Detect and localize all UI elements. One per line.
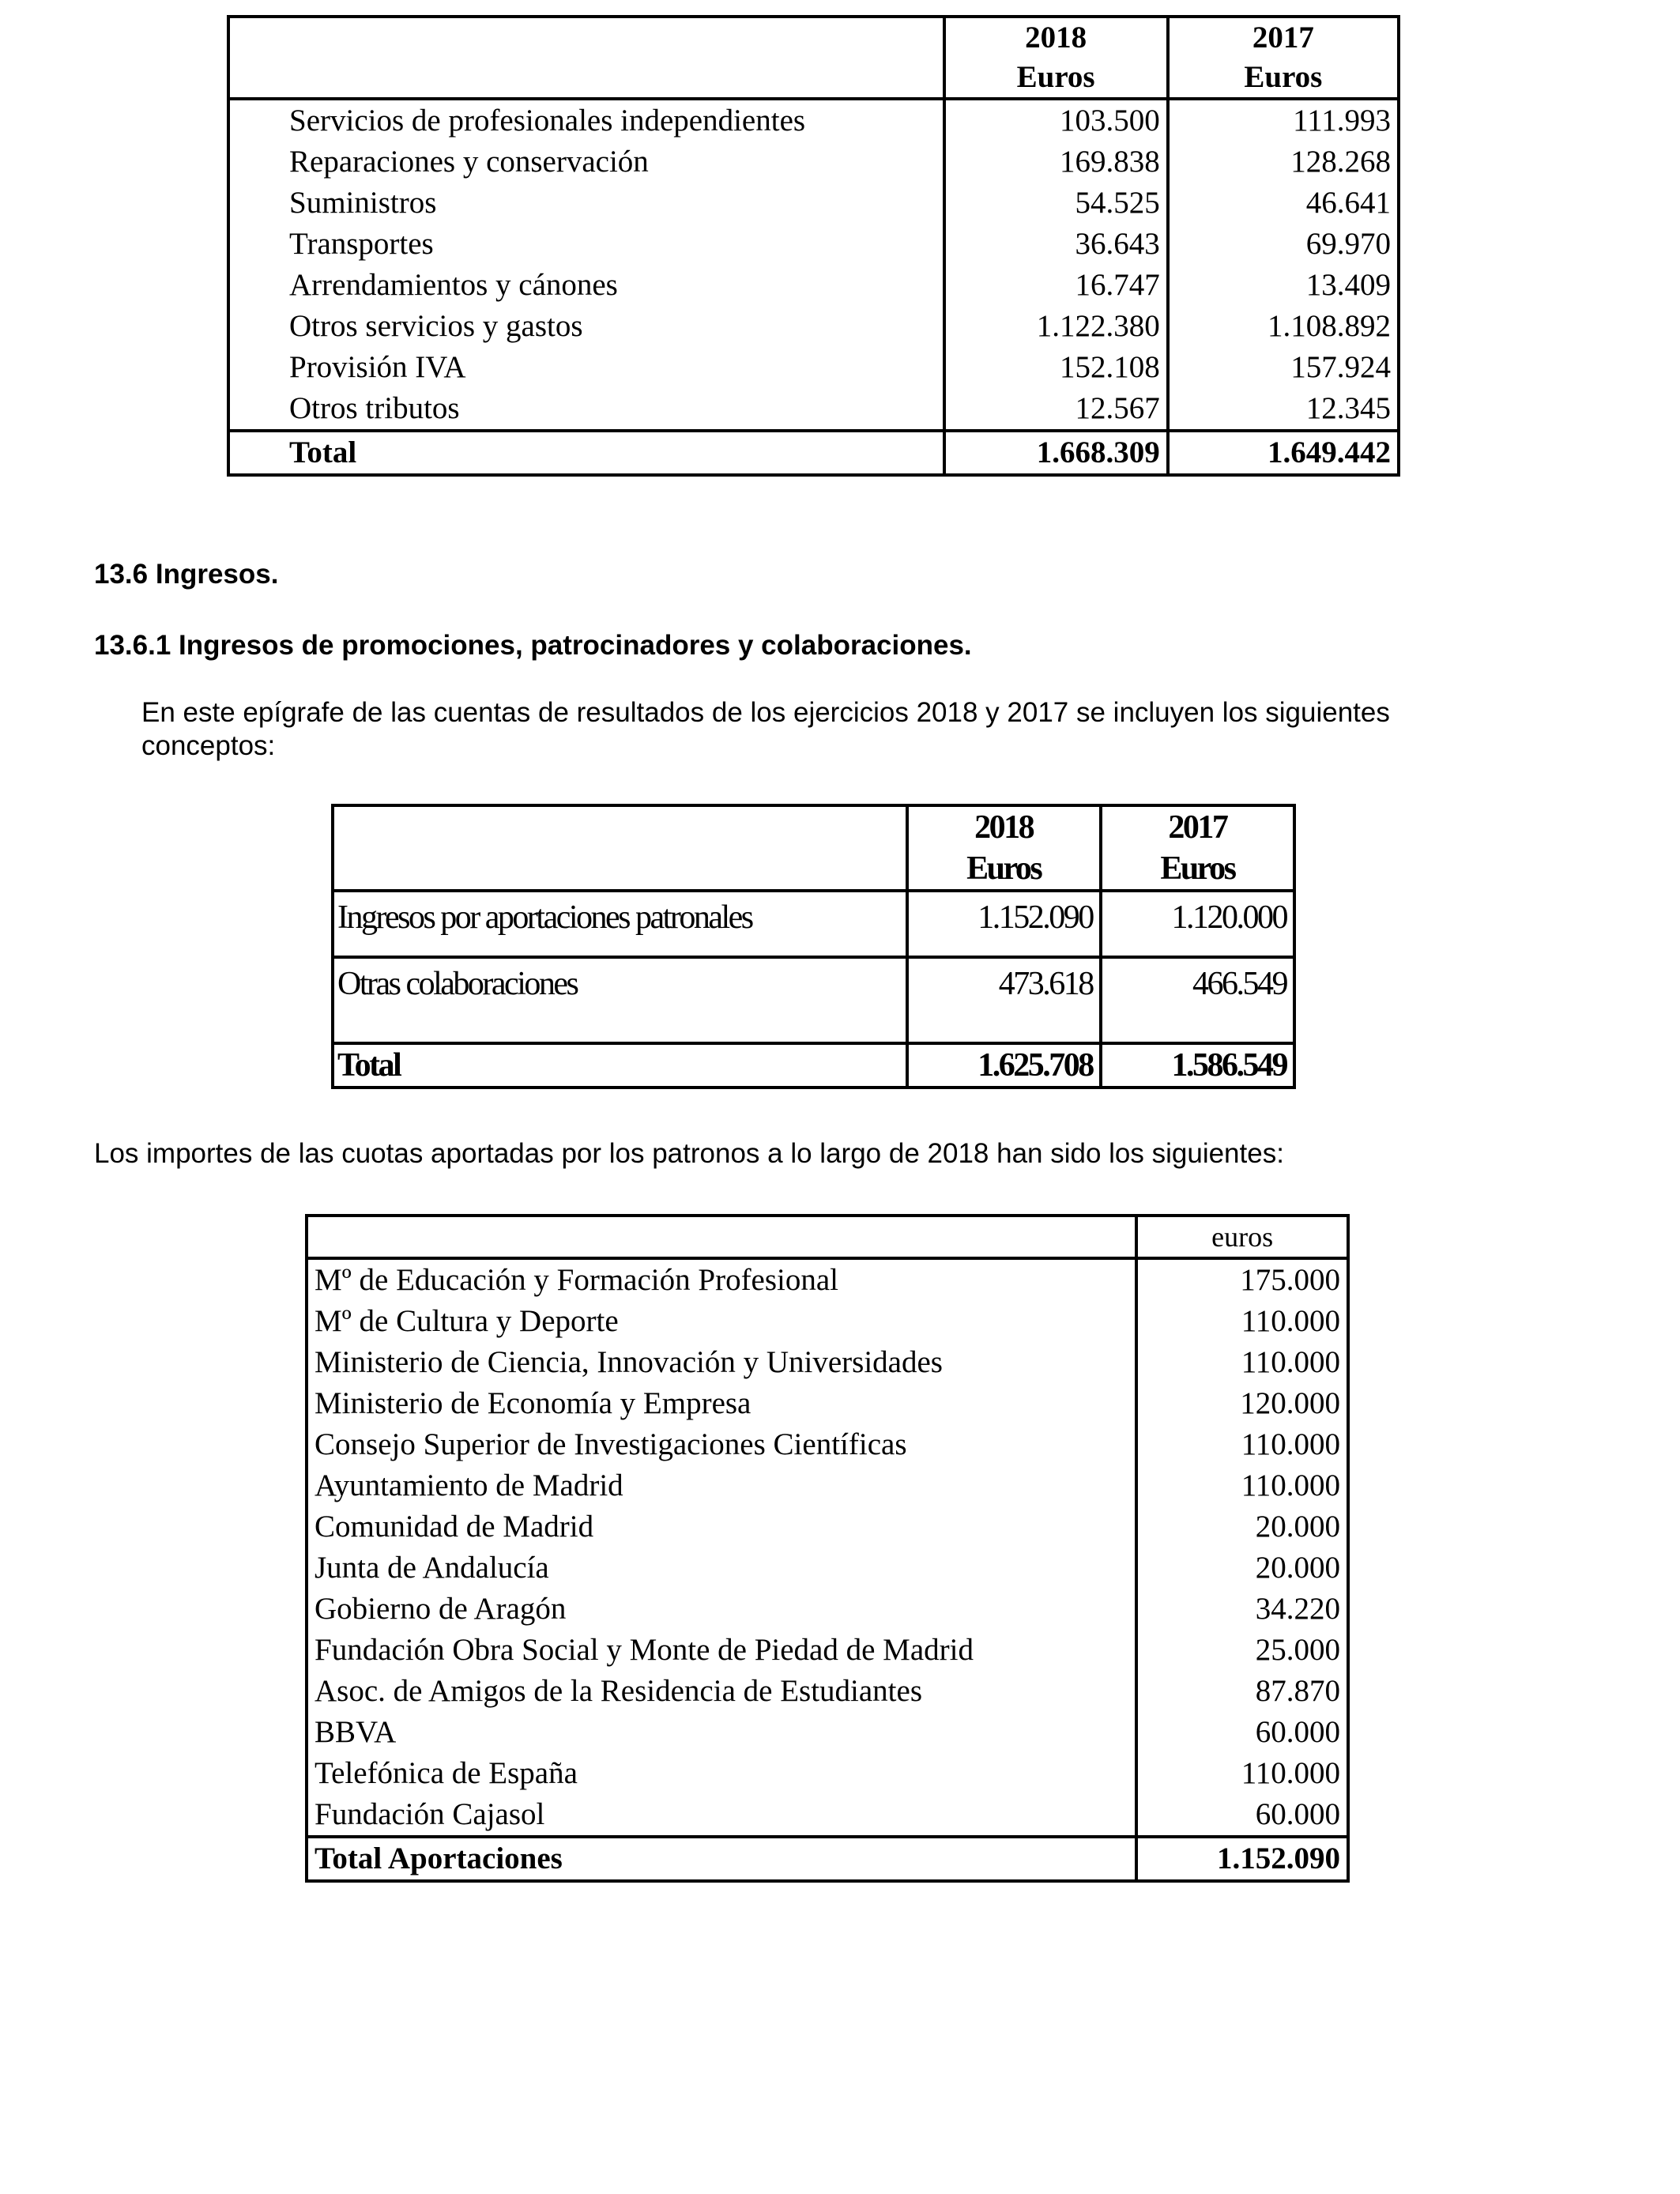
cuotas-total-label: Total Aportaciones [307,1837,1136,1881]
gastos-row-label: Reparaciones y conservación [228,141,944,183]
gastos-header-2017 [1168,17,1399,99]
cuotas-table [305,1214,1350,1883]
gastos-header-2017-unit: Euros [1244,60,1323,94]
gastos-row-2017: 46.641 [1168,183,1399,224]
cuotas-row-value: 25.000 [1136,1630,1348,1671]
gastos-row-2018: 152.108 [944,347,1168,388]
ingresos-total-label: Total [333,1043,907,1088]
cuotas-row [307,1630,1348,1671]
cuotas-row-value: 120.000 [1136,1383,1348,1424]
cuotas-row-label: Ayuntamiento de Madrid [307,1465,1136,1506]
cuotas-row-label: Fundación Cajasol [307,1794,1136,1837]
cuotas-row-value: 110.000 [1136,1424,1348,1465]
cuotas-row-label: Ministerio de Economía y Empresa [307,1383,1136,1424]
cuotas-row [307,1258,1348,1301]
ingresos-row [333,957,1294,1043]
gastos-header-row [228,17,1399,99]
cuotas-row [307,1424,1348,1465]
cuotas-row-value: 110.000 [1136,1465,1348,1506]
cuotas-row [307,1753,1348,1794]
gastos-row [228,183,1399,224]
gastos-total-2017: 1.649.442 [1168,431,1399,475]
gastos-row-2018: 12.567 [944,388,1168,431]
ingresos-row-2017: 466.549 [1101,957,1294,1043]
cuotas-row-value: 87.870 [1136,1671,1348,1712]
cuotas-row-label: Asoc. de Amigos de la Residencia de Estudiantes [307,1671,1136,1712]
ingresos-table [331,804,1296,1089]
cuotas-header-row [307,1216,1348,1258]
cuotas-row [307,1506,1348,1547]
cuotas-row-value: 60.000 [1136,1794,1348,1837]
gastos-header-2017-year: 2017 [1252,21,1314,55]
cuotas-row-label: Gobierno de Aragón [307,1589,1136,1630]
subsection-heading: 13.6.1 Ingresos de promociones, patrocinadores y colaboraciones. [94,630,972,661]
cuotas-header-blank [307,1216,1136,1258]
cuotas-row [307,1547,1348,1589]
cuotas-row [307,1342,1348,1383]
ingresos-header-row [333,805,1294,891]
cuotas-row-label: Comunidad de Madrid [307,1506,1136,1547]
gastos-row-label: Suministros [228,183,944,224]
cuotas-row [307,1465,1348,1506]
ingresos-row-label: Ingresos por aportaciones patronales [333,891,907,957]
ingresos-header-2017-unit: Euros [1160,850,1235,887]
gastos-row-label: Arrendamientos y cánones [228,265,944,306]
gastos-total-row [228,431,1399,475]
cuotas-row-value: 34.220 [1136,1589,1348,1630]
ingresos-header-blank [333,805,907,891]
gastos-row [228,141,1399,183]
gastos-row-2018: 54.525 [944,183,1168,224]
ingresos-row-label: Otras colaboraciones [333,957,907,1043]
gastos-row [228,99,1399,141]
gastos-header-2018-year: 2018 [1025,21,1087,55]
gastos-row-2018: 103.500 [944,99,1168,141]
cuotas-row-value: 110.000 [1136,1753,1348,1794]
gastos-row-2017: 111.993 [1168,99,1399,141]
cuotas-row-label: Ministerio de Ciencia, Innovación y Universidades [307,1342,1136,1383]
cuotas-row-value: 20.000 [1136,1547,1348,1589]
gastos-row-2017: 12.345 [1168,388,1399,431]
cuotas-row-label: Fundación Obra Social y Monte de Piedad de Madrid [307,1630,1136,1671]
gastos-row-2017: 1.108.892 [1168,306,1399,347]
cuotas-row-label: Telefónica de España [307,1753,1136,1794]
ingresos-row-2018: 473.618 [907,957,1101,1043]
ingresos-total-2018: 1.625.708 [907,1043,1101,1088]
gastos-header-blank [228,17,944,99]
gastos-row [228,306,1399,347]
gastos-table [227,15,1400,477]
ingresos-row-2017: 1.120.000 [1101,891,1294,957]
ingresos-total-2017: 1.586.549 [1101,1043,1294,1088]
gastos-total-2018: 1.668.309 [944,431,1168,475]
gastos-row-2017: 128.268 [1168,141,1399,183]
intro-line-2: conceptos: [141,730,276,761]
cuotas-row-label: BBVA [307,1712,1136,1753]
cuotas-row [307,1589,1348,1630]
cuotas-row-label: Mº de Cultura y Deporte [307,1301,1136,1342]
gastos-row-label: Provisión IVA [228,347,944,388]
cuotas-row [307,1794,1348,1837]
ingresos-header-2018 [907,805,1101,891]
cuotas-row [307,1712,1348,1753]
gastos-row [228,347,1399,388]
ingresos-row-2018: 1.152.090 [907,891,1101,957]
gastos-row-2018: 1.122.380 [944,306,1168,347]
gastos-header-2018 [944,17,1168,99]
cuotas-row [307,1671,1348,1712]
ingresos-header-2018-unit: Euros [966,850,1042,887]
gastos-row-2018: 16.747 [944,265,1168,306]
cuotas-row-value: 110.000 [1136,1342,1348,1383]
cuotas-row-value: 110.000 [1136,1301,1348,1342]
gastos-header-2018-unit: Euros [1016,60,1095,94]
ingresos-row [333,891,1294,957]
ingresos-header-2018-year: 2018 [974,809,1034,846]
gastos-row-2018: 169.838 [944,141,1168,183]
ingresos-header-2017-year: 2017 [1168,809,1227,846]
gastos-row-2017: 69.970 [1168,224,1399,265]
cuotas-total-value: 1.152.090 [1136,1837,1348,1881]
gastos-row-2018: 36.643 [944,224,1168,265]
gastos-row-label: Otros tributos [228,388,944,431]
section-heading: 13.6 Ingresos. [94,559,279,590]
ingresos-total-row [333,1043,1294,1088]
gastos-row [228,388,1399,431]
cuotas-row-value: 20.000 [1136,1506,1348,1547]
intro-line-1: En este epígrafe de las cuentas de resultados de los ejercicios 2018 y 2017 se incluyen los siguientes [141,697,1390,728]
gastos-row-label: Transportes [228,224,944,265]
gastos-row [228,224,1399,265]
intro-paragraph [141,696,1390,763]
ingresos-header-2017 [1101,805,1294,891]
cuotas-row-value: 175.000 [1136,1258,1348,1301]
cuotas-total-row [307,1837,1348,1881]
cuotas-row-label: Consejo Superior de Investigaciones Científicas [307,1424,1136,1465]
cuotas-header-unit: euros [1136,1216,1348,1258]
cuotas-row [307,1301,1348,1342]
gastos-row-label: Servicios de profesionales independientes [228,99,944,141]
cuotas-row-label: Mº de Educación y Formación Profesional [307,1258,1136,1301]
cuotas-row-value: 60.000 [1136,1712,1348,1753]
gastos-total-label: Total [228,431,944,475]
gastos-row-label: Otros servicios y gastos [228,306,944,347]
gastos-row [228,265,1399,306]
gastos-row-2017: 157.924 [1168,347,1399,388]
cuotas-row-label: Junta de Andalucía [307,1547,1136,1589]
cuotas-intro: Los importes de las cuotas aportadas por los patronos a lo largo de 2018 han sido los siguientes: [94,1138,1284,1169]
gastos-row-2017: 13.409 [1168,265,1399,306]
cuotas-row [307,1383,1348,1424]
